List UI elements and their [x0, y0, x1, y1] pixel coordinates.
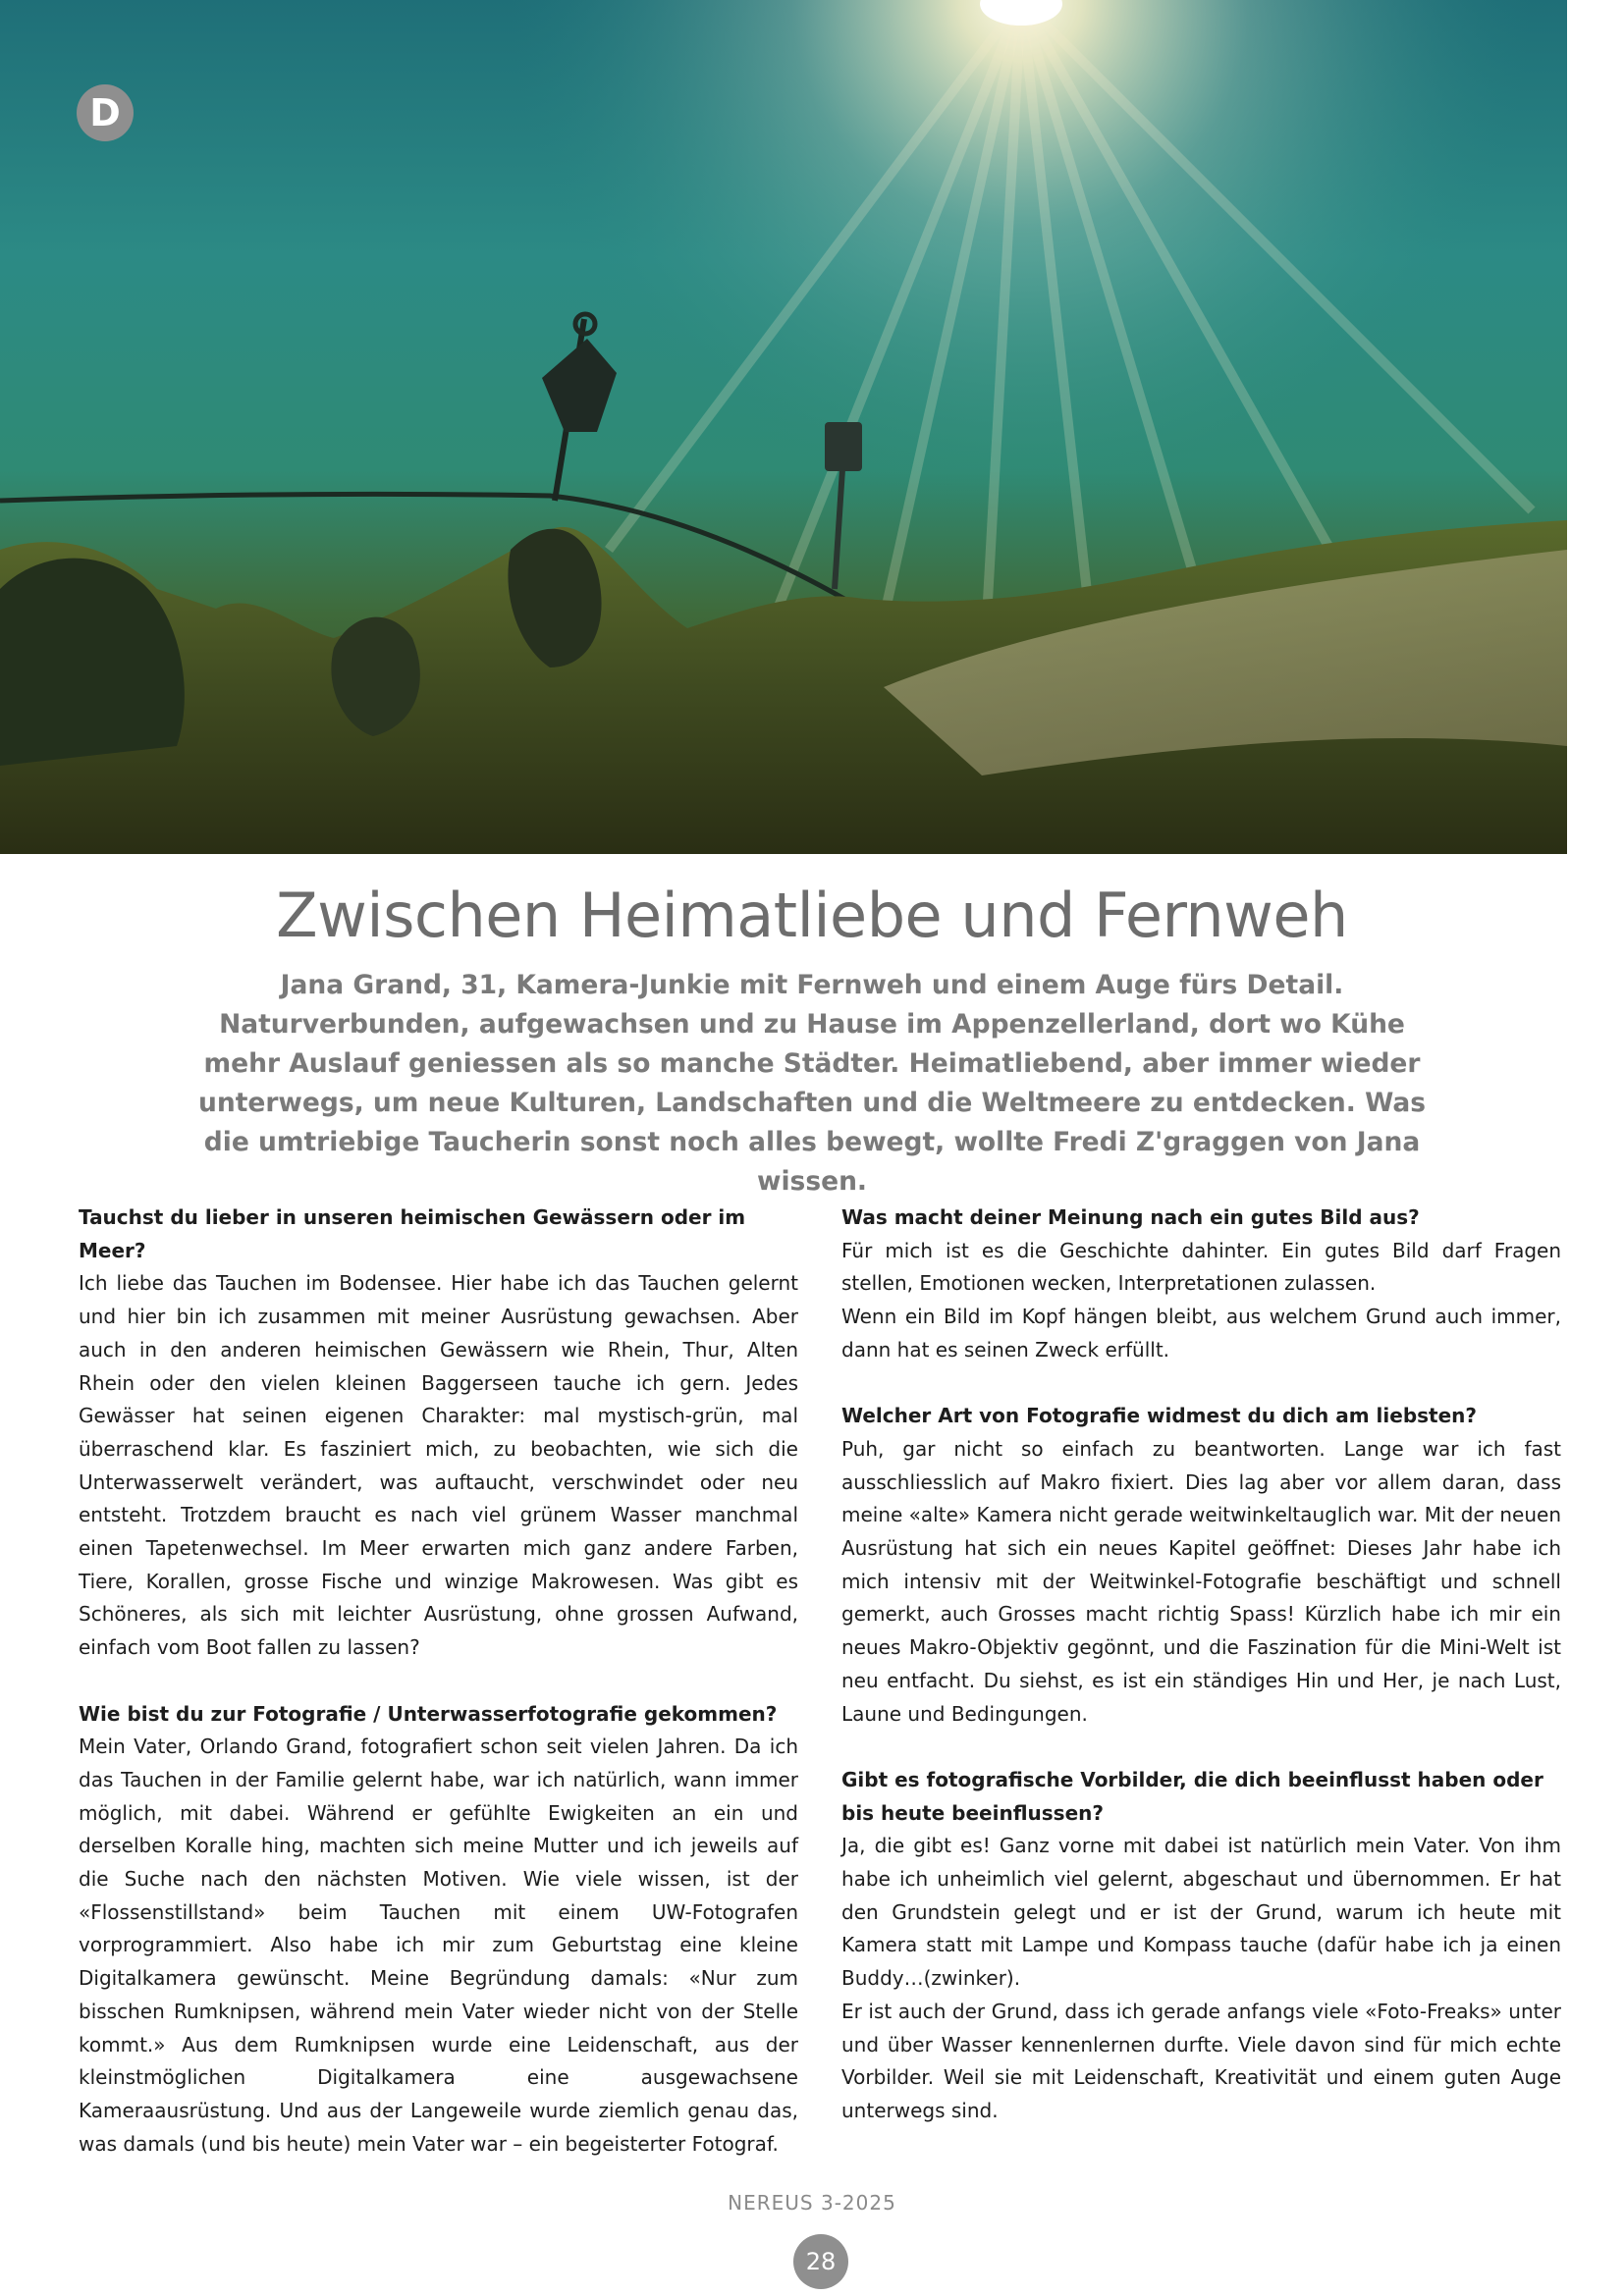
underwater-scene-illustration [0, 0, 1567, 854]
question: Tauchst du lieber in unseren heimischen Gewässern oder im Meer? [79, 1205, 746, 1262]
interview-block [841, 1764, 1561, 2128]
right-column [841, 1201, 1561, 2161]
question: Wie bist du zur Fotografie / Unterwasserfotografie gekommen? [79, 1701, 778, 1726]
interview-block [79, 1201, 798, 1665]
left-column [79, 1201, 798, 2194]
question: Welcher Art von Fotografie widmest du dich am liebsten? [841, 1404, 1478, 1428]
interview-block [841, 1400, 1561, 1731]
page-number: 28 [793, 2234, 848, 2289]
article-title: Zwischen Heimatliebe und Fernweh [276, 880, 1348, 951]
magazine-issue: NEREUS 3-2025 [728, 2191, 896, 2215]
hero-photo [0, 0, 1567, 854]
answer: Mein Vater, Orlando Grand, fotografiert schon seit vielen Jahren. Da ich das Tauchen in der Familie gelernt habe, war ich natürlich, wann immer möglich, mit dabei. Während er gefühlte Ewigkeiten an ein und derselben Koralle hing, machten sich meine Mutter und ich jeweils auf die Suche nach den nächsten Motiven. Wie viele wissen, ist der «Flossenstillstand» beim Tauchen mit einem UW-Fotografen vorprogrammiert. Also habe ich mir zum Geburtstag eine kleine Digitalkamera gewünscht. Meine Begründung damals: «Nur zum bisschen Rumknipsen, während mein Vater wieder nicht von der Stelle kommt.» Aus dem Rumknipsen wurde eine Leidenschaft, aus der kleinstmöglichen Digitalkamera eine ausgewachsene Kameraausrüstung. Und aus der Langeweile wurde ziemlich genau das, was damals (und bis heute) mein Vater war – ein begeisterter Fotograf. [79, 1735, 798, 2156]
interview-block [79, 1698, 798, 2162]
answer-continued: Er ist auch der Grund, dass ich gerade anfangs viele «Foto-Freaks» unter und über Wasser kennenlernen durfte. Viele davon sind für mich echte Vorbilder. Weil sie mit Leidenschaft, Kreativität und einem guten Auge unterwegs sind. [841, 1999, 1561, 2122]
language-badge: D [77, 84, 134, 141]
answer: Ja, die gibt es! Ganz vorne mit dabei ist natürlich mein Vater. Von ihm habe ich unheimlich viel gelernt, abgeschaut und übernommen. Er hat den Grundstein gelegt und er ist der Grund, warum ich heute mit Kamera statt mit Lampe und Kompass tauche (dafür habe ich ja einen Buddy…(zwinker). [841, 1834, 1561, 1991]
question: Gibt es fotografische Vorbilder, die dich beeinflusst haben oder bis heute beeinflussen? [841, 1767, 1543, 1825]
question: Was macht deiner Meinung nach ein gutes Bild aus? [841, 1205, 1420, 1229]
article-lead: Jana Grand, 31, Kamera-Junkie mit Fernweh und einem Auge fürs Detail. Naturverbunden, aufgewachsen und zu Hause im Appenzellerland, dort wo Kühe mehr Auslauf geniessen als so manche Städter. Heimatliebend, aber immer wieder unterwegs, um neue Kulturen, Landschaften und die Weltmeere zu entdecken. Was die umtriebige Taucherin sonst noch alles bewegt, wollte Fredi Z'graggen von Jana wissen. [197, 970, 1427, 1197]
answer: Puh, gar nicht so einfach zu beantworten. Lange war ich fast ausschliesslich auf Makro fixiert. Dies lag aber vor allem daran, dass meine «alte» Kamera nicht gerade weitwinkeltauglich war. Mit der neuen Ausrüstung hat sich ein neues Kapitel geöffnet: Dieses Jahr habe ich mich intensiv mit der Weitwinkel-Fotografie beschäftigt und schnell gemerkt, auch Grosses macht richtig Spass! Kürzlich habe ich mir ein neues Makro-Objektiv gegönnt, und die Faszination für die Mini-Welt ist neu entfacht. Du siehst, es ist ein ständiges Hin und Her, je nach Lust, Laune und Bedingungen. [841, 1436, 1561, 1726]
answer: Für mich ist es die Geschichte dahinter. Ein gutes Bild darf Fragen stellen, Emotionen wecken, Interpretationen zulassen. [841, 1238, 1561, 1296]
answer-continued: Wenn ein Bild im Kopf hängen bleibt, aus welchem Grund auch immer, dann hat es seinen Zweck erfüllt. [841, 1305, 1561, 1362]
answer: Ich liebe das Tauchen im Bodensee. Hier habe ich das Tauchen gelernt und hier bin ich zusammen mit meiner Ausrüstung gewachsen. Aber auch in den anderen heimischen Gewässern wie Rhein, Thur, Alten Rhein oder den vielen kleinen Baggerseen tauche ich gern. Jedes Gewässer hat seinen eigenen Charakter: mal mystisch-grün, mal überraschend klar. Es fasziniert mich, zu beobachten, wie sich die Unterwasserwelt verändert, was auftaucht, verschwindet oder neu entsteht. Trotzdem braucht es nach viel grünem Wasser manchmal einen Tapetenwechsel. Im Meer erwarten mich ganz andere Farben, Tiere, Korallen, grosse Fische und winzige Makrowesen. Was gibt es Schöneres, als sich mit leichter Ausrüstung, ohne grossen Aufwand, einfach vom Boot fallen zu lassen? [79, 1271, 798, 1660]
interview-block [841, 1201, 1561, 1367]
